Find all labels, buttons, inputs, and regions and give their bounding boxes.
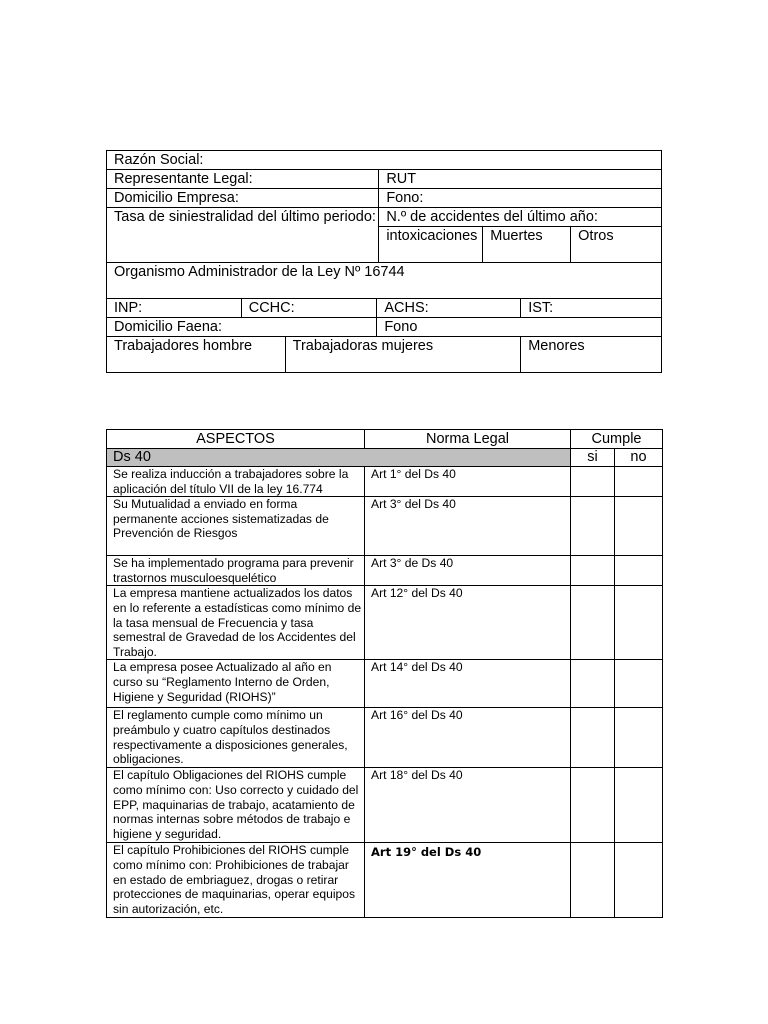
no-checkbox[interactable] [615, 556, 663, 586]
no-checkbox[interactable] [615, 497, 663, 556]
norma-cell: Art 14° del Ds 40 [365, 660, 571, 708]
si-checkbox[interactable] [571, 497, 615, 556]
achs-field[interactable]: ACHS: [377, 299, 521, 318]
domicilio-faena-field[interactable]: Domicilio Faena: [107, 318, 377, 337]
norma-cell: Art 19° del Ds 40 [365, 843, 571, 918]
table-row [107, 556, 663, 586]
no-checkbox[interactable] [615, 708, 663, 768]
ist-field[interactable]: IST: [521, 299, 662, 318]
si-header: si [571, 449, 615, 467]
no-checkbox[interactable] [615, 467, 663, 497]
inp-field[interactable]: INP: [107, 299, 242, 318]
si-checkbox[interactable] [571, 843, 615, 918]
aspecto-cell: La empresa posee Actualizado al año en curso su “Reglamento Interno de Orden, Higiene y Seguridad (RIOHS)” [107, 660, 365, 708]
section-ds40: Ds 40 [107, 449, 571, 467]
norma-cell: Art 16° del Ds 40 [365, 708, 571, 768]
norma-legal-header: Norma Legal [365, 430, 571, 449]
company-info-form [106, 150, 662, 373]
trabajadores-hombre-field[interactable]: Trabajadores hombre [107, 337, 286, 373]
norma-cell: Art 12° del Ds 40 [365, 586, 571, 660]
aspectos-header: ASPECTOS [107, 430, 365, 449]
no-checkbox[interactable] [615, 843, 663, 918]
muertes-field[interactable]: Muertes [483, 227, 571, 263]
si-checkbox[interactable] [571, 660, 615, 708]
aspecto-cell: El capítulo Obligaciones del RIOHS cumple como mínimo con: Uso correcto y cuidado del EPP, maquinarias de trabajo, acatamiento de normas internas sobre métodos de trabajo e higiene y seguridad. [107, 768, 365, 843]
aspecto-cell: Su Mutualidad a enviado en forma permanente acciones sistematizadas de Prevención de Riesgos [107, 497, 365, 556]
fono-faena-field[interactable]: Fono [377, 318, 662, 337]
trabajadoras-mujeres-field[interactable]: Trabajadoras mujeres [285, 337, 521, 373]
table-row [107, 843, 663, 918]
si-checkbox[interactable] [571, 556, 615, 586]
norma-cell: Art 3° de Ds 40 [365, 556, 571, 586]
table-row [107, 768, 663, 843]
cumple-header: Cumple [571, 430, 663, 449]
si-checkbox[interactable] [571, 467, 615, 497]
aspecto-cell: El reglamento cumple como mínimo un preámbulo y cuatro capítulos destinados respectivamente a disposiciones generales, obligaciones. [107, 708, 365, 768]
aspecto-cell: El capítulo Prohibiciones del RIOHS cumple como mínimo con: Prohibiciones de trabajar en estado de embriaguez, drogas o retirar protecciones de maquinarias, operar equipos sin autorización, etc. [107, 843, 365, 918]
no-checkbox[interactable] [615, 586, 663, 660]
menores-field[interactable]: Menores [521, 337, 662, 373]
si-checkbox[interactable] [571, 708, 615, 768]
tasa-siniestralidad-field[interactable]: Tasa de siniestralidad del último periodo: [107, 208, 379, 263]
representante-legal-field[interactable]: Representante Legal: [107, 170, 379, 189]
domicilio-empresa-field[interactable]: Domicilio Empresa: [107, 189, 379, 208]
aspecto-cell: Se realiza inducción a trabajadores sobre la aplicación del título VII de la ley 16.774 [107, 467, 365, 497]
aspecto-cell: La empresa mantiene actualizados los datos en lo referente a estadísticas como mínimo de la tasa mensual de Frecuencia y tasa semestral de Gravedad de los Accidentes del Trabajo. [107, 586, 365, 660]
fono-field[interactable]: Fono: [379, 189, 662, 208]
rut-field[interactable]: RUT [379, 170, 662, 189]
organismo-administrador-label: Organismo Administrador de la Ley Nº 16744 [107, 263, 662, 299]
intoxicaciones-field[interactable]: intoxicaciones [379, 227, 483, 263]
table-row [107, 497, 663, 556]
si-checkbox[interactable] [571, 586, 615, 660]
table-row [107, 467, 663, 497]
table-row [107, 708, 663, 768]
cchc-field[interactable]: CCHC: [241, 299, 377, 318]
num-accidentes-label: N.º de accidentes del último año: [379, 208, 662, 227]
aspecto-cell: Se ha implementado programa para prevenir trastornos musculoesquelético [107, 556, 365, 586]
norma-cell: Art 1° del Ds 40 [365, 467, 571, 497]
otros-field[interactable]: Otros [571, 227, 662, 263]
table-row [107, 660, 663, 708]
no-checkbox[interactable] [615, 660, 663, 708]
norma-cell: Art 3° del Ds 40 [365, 497, 571, 556]
norma-cell: Art 18° del Ds 40 [365, 768, 571, 843]
ds40-checklist [106, 429, 663, 918]
no-checkbox[interactable] [615, 768, 663, 843]
razon-social-field[interactable]: Razón Social: [107, 151, 662, 170]
table-row [107, 586, 663, 660]
no-header: no [615, 449, 663, 467]
si-checkbox[interactable] [571, 768, 615, 843]
